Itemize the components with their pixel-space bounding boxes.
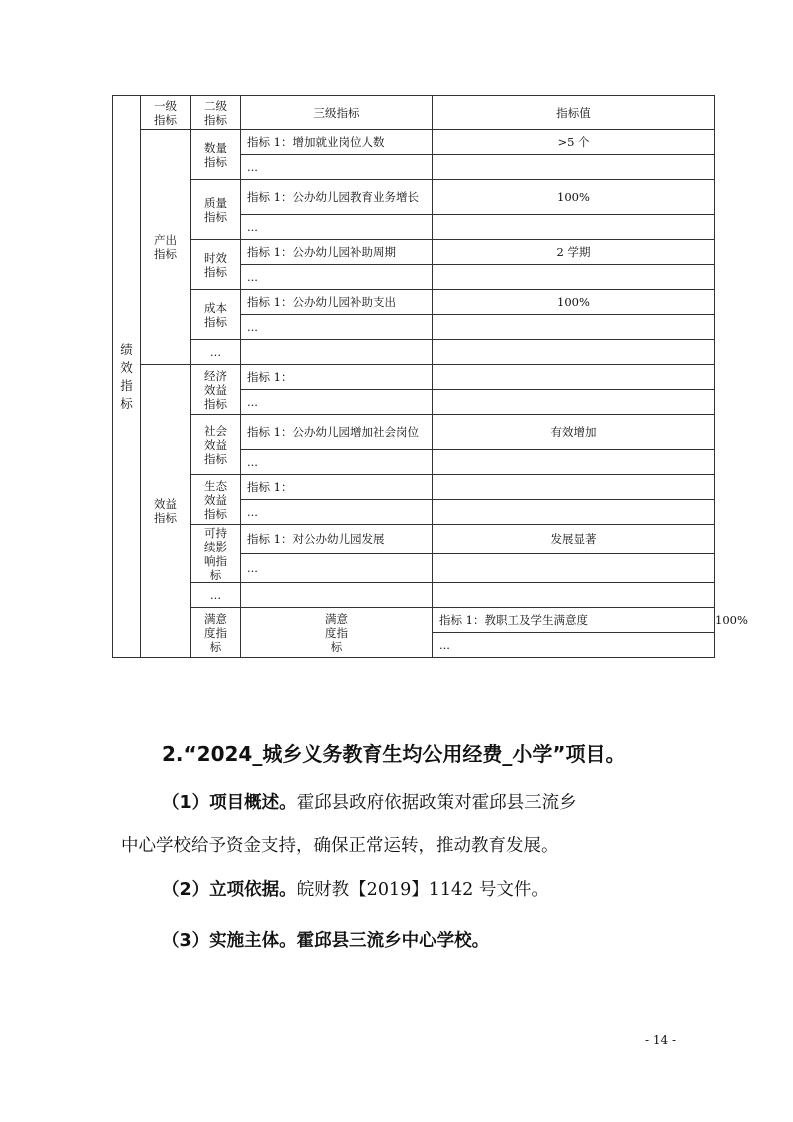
empty-cell	[433, 583, 715, 608]
sustainable-value: 发展显著	[433, 525, 715, 554]
empty-cell	[433, 390, 715, 415]
quantity-indicator-label: 数量指标	[191, 130, 241, 180]
cost-more: ...	[241, 315, 433, 340]
quantity-more: ...	[241, 155, 433, 180]
benefit-indicator-label: 效益指标	[141, 365, 191, 658]
social-value: 有效增加	[433, 415, 715, 450]
benefit-more: ...	[191, 583, 241, 608]
ecological-value	[433, 475, 715, 500]
quantity-item: 指标 1：增加就业岗位人数	[241, 130, 433, 155]
basis-lead: （2）立项依据。	[162, 880, 297, 900]
performance-indicator-table: 绩效指标 一级指标 二级指标 三级指标 指标值 产出指标 数量指标 指标 1：增加就业岗位人数 >5 个 ... 质量指标 指标 1：公办幼儿园教育业务增长 100% ... 时效指标 指标 1：公办幼儿园补助周期 2 学期 ... 成本指标 指标 1：公办幼儿园补助支出 100% ... ... 效益指标 经济效益指标 指标 1： ... 社会效益指标 指标 1：公办幼儿园增加社会岗位 有效增加 ... 生态效益指标 指标 1： ... 可持续影响指标 指标 1：对公办幼儿园发展 发展显著 ... ... 满意度指标 满意度指标 指标 1：教职工及学生满意度 100% ...	[112, 95, 715, 658]
social-indicator-label: 社会效益指标	[191, 415, 241, 475]
timeliness-item: 指标 1：公办幼儿园补助周期	[241, 240, 433, 265]
ecological-more: ...	[241, 500, 433, 525]
page-number: - 14 -	[645, 1033, 677, 1047]
cost-item: 指标 1：公办幼儿园补助支出	[241, 290, 433, 315]
sustainable-more: ...	[241, 554, 433, 583]
quality-item: 指标 1：公办幼儿园教育业务增长	[241, 180, 433, 215]
economic-value	[433, 365, 715, 390]
empty-cell	[241, 340, 433, 365]
timeliness-value: 2 学期	[433, 240, 715, 265]
cost-indicator-label: 成本指标	[191, 290, 241, 340]
header-level1: 一级指标	[141, 96, 191, 130]
economic-indicator-label: 经济效益指标	[191, 365, 241, 415]
empty-cell	[433, 155, 715, 180]
output-more: ...	[191, 340, 241, 365]
empty-cell	[433, 554, 715, 583]
empty-cell	[433, 450, 715, 475]
header-level2: 二级指标	[191, 96, 241, 130]
timeliness-more: ...	[241, 265, 433, 290]
empty-cell	[433, 340, 715, 365]
output-indicator-label: 产出指标	[141, 130, 191, 365]
empty-cell	[433, 265, 715, 290]
overview-lead: （1）项目概述。	[162, 793, 297, 813]
cost-value: 100%	[433, 290, 715, 315]
ecological-indicator-label: 生态效益指标	[191, 475, 241, 525]
paragraph-overview	[162, 789, 577, 814]
paragraph-overview-cont: 中心学校给予资金支持，确保正常运转，推动教育发展。	[121, 836, 559, 856]
empty-cell	[433, 500, 715, 525]
social-item: 指标 1：公办幼儿园增加社会岗位	[241, 415, 433, 450]
empty-cell	[433, 215, 715, 240]
economic-item: 指标 1：	[241, 365, 433, 390]
satisfaction-indicator-label: 满意度指标	[191, 608, 241, 658]
quality-value: 100%	[433, 180, 715, 215]
paragraph-entity: （3）实施主体。霍邱县三流乡中心学校。	[162, 931, 490, 951]
social-more: ...	[241, 450, 433, 475]
economic-more: ...	[241, 390, 433, 415]
satisfaction-item: 指标 1：教职工及学生满意度	[433, 608, 715, 633]
perf-indicator-label: 绩效指标	[113, 96, 141, 658]
satisfaction-sub-label: 满意度指标	[241, 608, 433, 658]
empty-cell	[241, 583, 433, 608]
section-heading: 2.“2024_城乡义务教育生均公用经费_小学”项目。	[162, 742, 626, 766]
sustainable-indicator-label: 可持续影响指标	[191, 525, 241, 583]
basis-text: 皖财教【2019】1142 号文件。	[296, 880, 549, 900]
header-value: 指标值	[433, 96, 715, 130]
ecological-item: 指标 1：	[241, 475, 433, 500]
empty-cell	[433, 315, 715, 340]
quality-indicator-label: 质量指标	[191, 180, 241, 240]
sustainable-item: 指标 1：对公办幼儿园发展	[241, 525, 433, 554]
overview-text: 霍邱县政府依据政策对霍邱县三流乡	[296, 793, 577, 813]
paragraph-basis	[162, 876, 549, 901]
quantity-value: >5 个	[433, 130, 715, 155]
header-level3: 三级指标	[241, 96, 433, 130]
timeliness-indicator-label: 时效指标	[191, 240, 241, 290]
quality-more: ...	[241, 215, 433, 240]
satisfaction-more: ...	[433, 633, 715, 658]
